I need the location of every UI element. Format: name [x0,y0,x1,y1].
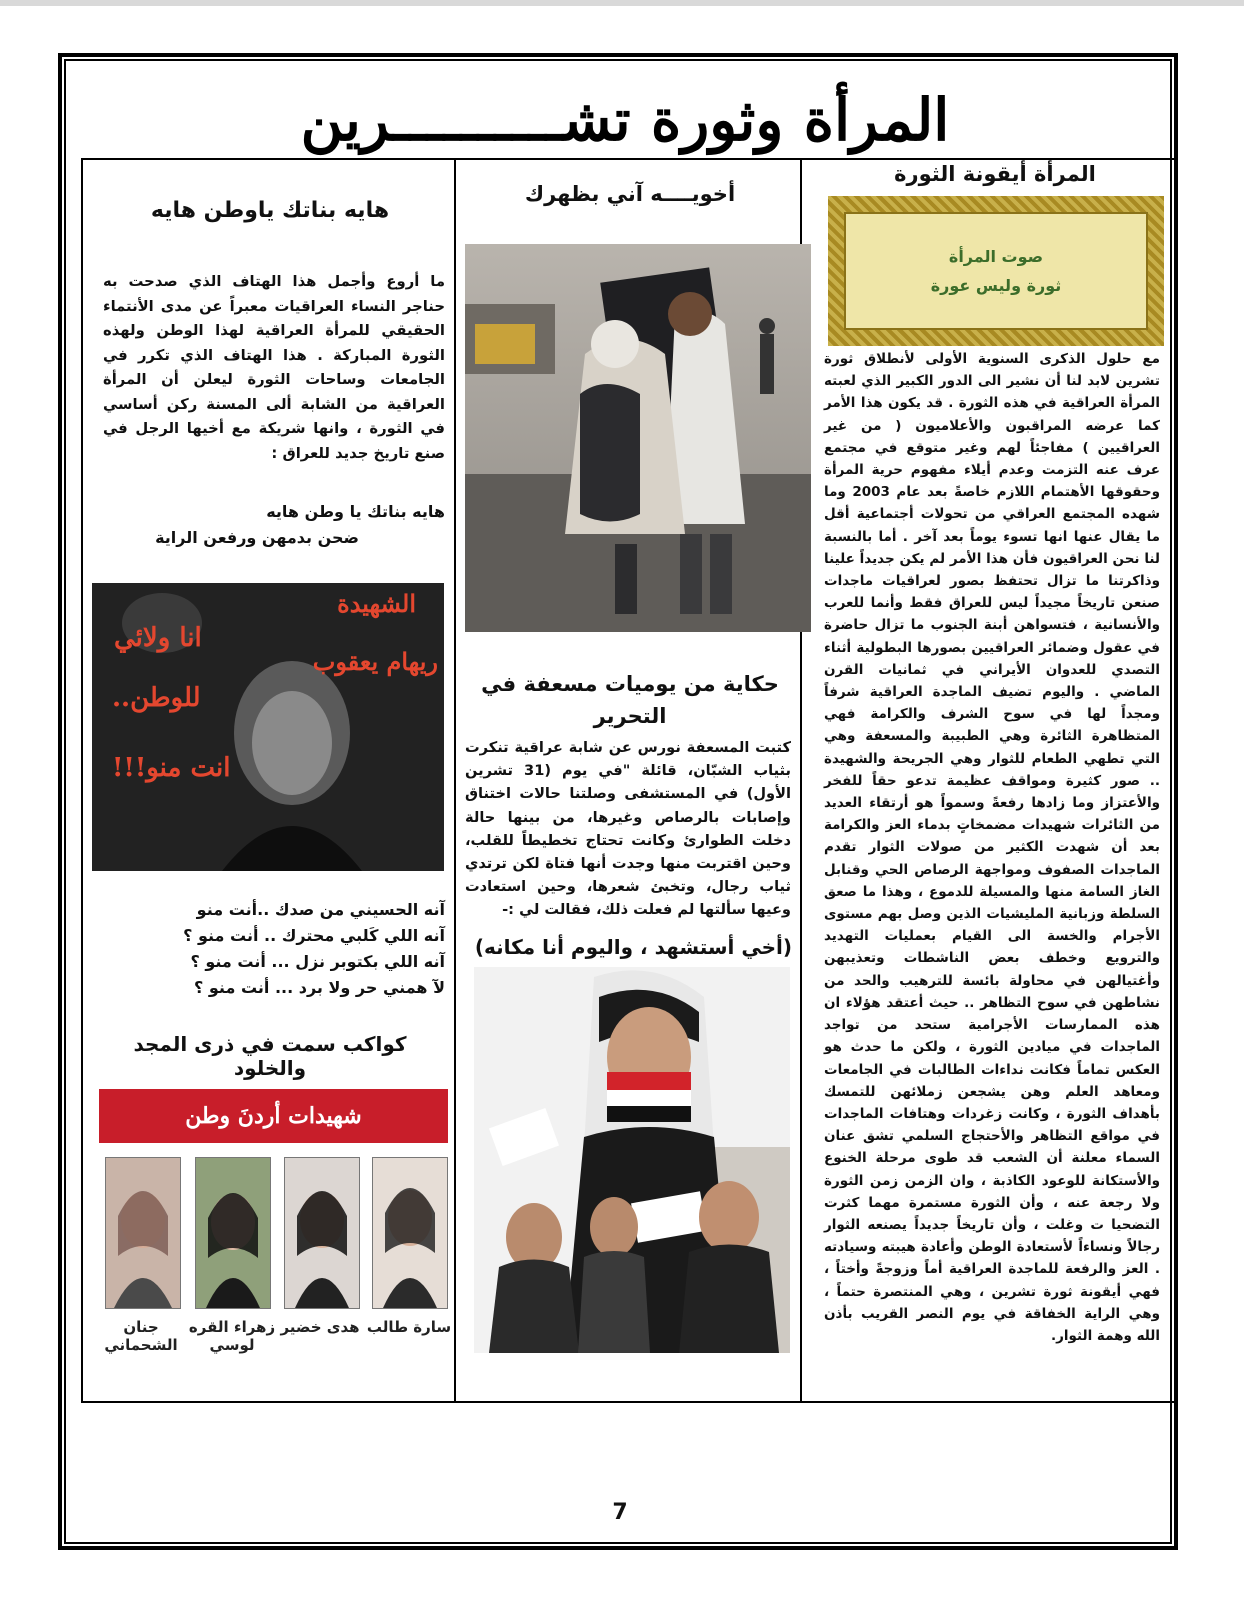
martyr-portrait-3 [195,1157,271,1309]
page-number: 7 [612,1500,628,1525]
portrait-4-icon [106,1158,180,1308]
martyrs-banner: شهيدات أردنَ وطن [99,1089,448,1143]
martyr-name-3: زهراء القره لوسي [188,1318,276,1354]
martyr-name-1: سارة طالب [366,1318,452,1336]
poem-line-1: آنه الحسيني من صدك ..أنت منو [196,900,445,919]
martyr-portrait-2 [284,1157,360,1309]
page-title: المرأة وثورة تشــــــــــرين [300,86,950,154]
chant-line-2: ضحن بدمهن ورفعن الراية [155,528,359,547]
martyr-portrait-1 [372,1157,448,1309]
poster-slogan-1: انا ولائي [114,623,202,653]
martyr-portrait-4 [105,1157,181,1309]
poster-title-2: ريهام يعقوب [312,647,438,676]
martyrs-heading: كواكب سمت في ذرى المجد والخلود [133,1032,407,1080]
story-quote: (أخي أستشهد ، واليوم أنا مكانه) [474,935,792,959]
right-column-heading: المرأة أيقونة الثورة [894,162,1096,186]
protest-photo-bottom [474,967,790,1353]
left-column-heading: هايه بناتك ياوطن هايه [150,198,390,223]
portrait-3-icon [196,1158,270,1308]
poem-line-2: آنه اللي كَلبي محترك .. أنت منو ؟ [183,926,445,945]
poster-title-1: الشهيدة [337,589,416,618]
protest-photo-top [465,244,811,632]
martyr-name-4: جنان الشحماني [104,1318,178,1354]
poster-slogan-2: للوطن.. [112,683,201,713]
photo-women-protest-flag-icon [474,967,790,1353]
card-line-2: ثورة وليس عورة [930,276,1062,295]
portrait-2-icon [285,1158,359,1308]
top-edge-strip [0,0,1244,6]
middle-column-heading: أخويــــه آني بظهرك [524,182,736,206]
martyr-poster [92,583,444,871]
poster-slogan-3: انت منو!!! [112,753,231,783]
poem-line-4: لآ همني حر ولا برد ... أنت منو ؟ [194,978,445,997]
story-body: كتبت المسعفة نورس عن شابة عراقية تنكرت بثياب الشبّان، قائلة "في يوم (31 تشرين الأول) في المستشفى وصلتنا حالات اختناق وإصابات بالرصاص وغيرها، من بينها حالة دخلت الطوارئ وكانت تحتاج تخطيطاً للقلب، وحين اقتربت منها وجدت أنها فتاة لكن ترتدي ثياب رجال، وتخبئ شعرها، وحين استعادت وعيها سألتها لم فعلت ذلك، فقالت لي :- [465,739,791,919]
martyr-name-2: هدى خضير [280,1318,360,1336]
portrait-1-icon [373,1158,447,1308]
framed-slogan-inner [844,212,1148,330]
card-line-1: صوت المرأة [948,247,1044,266]
poem-line-3: آنه اللي بكتوبر نزل ... أنت منو ؟ [190,952,445,971]
right-column-article: مع حلول الذكرى السنوية الأولى لأنطلاق ثورة تشرين لابد لنا أن نشير الى الدور الكبير الذي لعبته المرأة العراقية في هذه الثورة . قد يكون هذا الأمر كما عرضه المراقبون والأعلاميون ( من غير العراقيين ) مفاجئاً لهم وغير متوقع في مجتمع عرف عنه التزمت وعدم أيلاء مفهوم حرية المرأة وحقوقها الأهتمام اللازم خاصةً بعد عام 2003 وما شهده المجتمع العراقي من تحولات أجتماعية أقل ما يقال عنها انها تسوء يوماً بعد آخر . أما بالنسبة لنا نحن العراقيون فأن هذا الأمر لم يكن جديداً علينا وذاكرتنا ما تزال تحتفظ بصور لعراقيات ماجدات صنعن تاريخاً مجيداً ليس للعراق فقط وأنما للعرب والأنسانية ، فتسواهن أبنة الجنوب ما تزال حاضرة في عقول وضمائر العراقيين بصورها البطولية أثناء التصدي للعدوان الأيراني في ثمانيات القرن الماضي . واليوم تضيف الماجدة العراقية شرفاً ومجداً لها في سوح الشرف والكرامة فهي المتظاهرة الثائرة وهي الطبيبة والمسعفة وهي التي تطهي الطعام للثوار وهي الجريحة والشهيدة .. صور كثيرة ومواقف عظيمة تدعو حقاً للفخر والأعتزاز وما زادها رفعةً وسمواً هو أرتقاء العديد من الثائرات شهيدات مضمخاتٍ بدماء العز والكرامة بعد أن شهدت الكثير من صولات الثوار تقدم الماجدات الصفوف ومواجهة الرصاص الحي وقنابل الغاز السامة منها والمسيلة للدموع ، وهذا ما صعق السلطة وزبانية المليشيات الذين وصل بهم مستوى الأجرام والخسة الى القيام بعمليات التهديد والترويع وخطف بعض الناشطات وتعذيبهن وأغتيالهن في محاولة بائسة للترهيب والحد من نشاطهن في سوح التظاهر .. حيث أعتقد هؤلاء ان هذه الممارسات الأجرامية ستحد من تواجد الماجدات في ميادين الثورة ، ولكن ما حدث هو العكس تماماً فكانت نداءات الطالبات في الجامعات ومعاهد العلم وهن يشجعن زملائهن للتمسك بأهداف الثورة ، وكانت زغردات وهتافات الماجدات في مواقع التظاهر والأحتجاج السلمي تشق عنان السماء معلنة أن الشعب قد طوى مرحلة الخنوع والأستكانة للوعود الكاذبة ، وان الزمن زمن الثورة ولا رجعة عنه ، وأن الثورة مستمرة مهما كثرت التضحيا ت وغلت ، وأن تاريخاً جديداً يصنعه الثوار رجالاً ونساءاً لأستعادة الوطن وأعادة هيبته وسيادته . العز والرفعة للماجدة العراقية أماً وزوجةً وأختاً ، فهي أيقونة ثورة تشرين ، وهي المنتصرة حتماً ، وهي الراية الخفاقة في يوم النصر القريب بأذن الله وهمة الثوار. [824,351,1160,1344]
chant-line-1: هايه بناتك يا وطن هايه [266,502,445,521]
photo-protesters-shield-icon [465,244,811,632]
left-column-article: ما أروع وأجمل هذا الهتاف الذي صدحت به حناجر النساء العراقيات معبراً عن مدى الأنتماء الحقيقي للمرأة العراقية لهذا الوطن ولهذه الثورة المباركة . هذا الهتاف الذي تكرر في الجامعات وساحات الثورة ليعلن أن المرأة العراقية من الشابة ألى المسنة ركن أساسي في الثورة ، وانها شريكة مع أخيها الرجل في صنع تاريخ جديد للعراق : [103,273,445,462]
framed-slogan-card [828,196,1164,346]
column-divider-left [454,158,456,1403]
story-heading: حكاية من يوميات مسعفة في التحرير [481,672,779,728]
